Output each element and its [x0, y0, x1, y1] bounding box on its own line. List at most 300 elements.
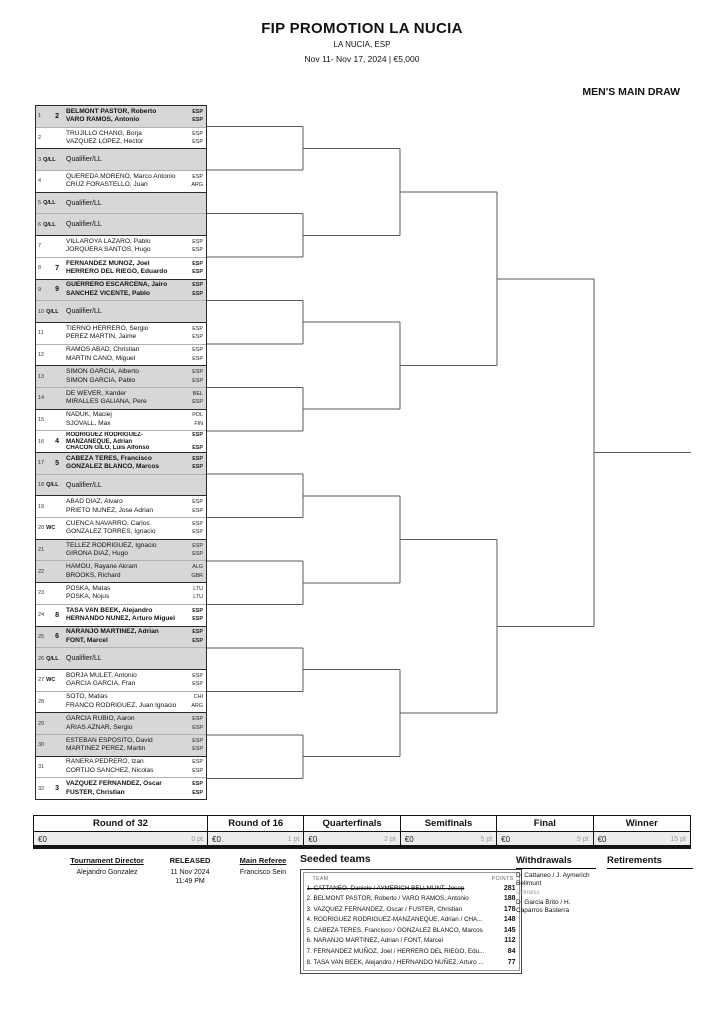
withdrawal-item	[516, 899, 596, 915]
player-country: ESP	[192, 108, 203, 115]
entry-names	[63, 778, 206, 799]
bracket-entry-row	[36, 214, 206, 236]
player-line	[66, 563, 206, 572]
player-line	[66, 789, 206, 798]
entry-label	[36, 301, 63, 322]
player-line	[66, 455, 206, 464]
player-line	[66, 116, 206, 125]
player-line	[66, 290, 206, 299]
player-country: CHI	[193, 694, 203, 701]
bracket-entry-row	[36, 106, 206, 128]
player-country: ESP	[192, 247, 203, 254]
withdrawal-reason: sickness	[516, 889, 540, 896]
entry-names	[63, 410, 206, 431]
entry-names	[63, 106, 206, 127]
entry-tag: Q/LL	[46, 655, 59, 662]
entry-names	[63, 149, 206, 170]
player-name: GONZALEZ TORRES, Ignacio	[66, 528, 156, 536]
round-points: 1 pt	[287, 835, 300, 843]
player-line	[66, 246, 206, 255]
player-country: ESP	[192, 290, 203, 297]
entry-position: 3	[38, 156, 42, 163]
player-country: ESP	[192, 464, 203, 471]
player-name: VARO RAMOS, Antonio	[66, 116, 140, 124]
entry-label	[36, 670, 63, 691]
player-country: ESP	[192, 737, 203, 744]
player-name: POSKA, Nojus	[66, 593, 110, 601]
seeded-team-name: 7. FERNANDEZ MUÑOZ, Joel / HERRERO DEL RIEGO, Edu...	[306, 948, 485, 956]
seeded-team-name: 5. CABEZA TERES, Francisco / GONZALEZ BLANCO, Marcos	[306, 926, 483, 934]
player-name: TELLEZ RODRIGUEZ, Ignacio	[66, 541, 157, 549]
player-name: MARTIN CANO, Miguel	[66, 354, 136, 362]
seeded-teams-rows	[307, 884, 516, 969]
bracket-entry-row	[36, 692, 206, 714]
player-name: RODRIGUEZ RODRIGUEZ-MANZANEQUE, Adrian	[66, 432, 143, 445]
entry-label	[36, 366, 63, 387]
player-country: ESP	[192, 355, 203, 362]
seeded-team-row	[307, 905, 516, 916]
player-line	[66, 758, 206, 767]
player-country: ARG	[191, 702, 203, 709]
round-column	[594, 816, 690, 846]
player-line	[66, 607, 206, 616]
entry-names	[63, 475, 206, 496]
entry-names	[63, 692, 206, 713]
seeded-team-name: 4. RODRIGUEZ RODRIGUEZ-MANZANEQUE, Adrian / CHA...	[306, 916, 483, 924]
withdrawals-title: Withdrawals	[516, 855, 596, 869]
player-line	[66, 390, 206, 399]
player-country: ESP	[192, 173, 203, 180]
player-line	[66, 238, 206, 247]
bracket-entry-row	[36, 410, 206, 432]
bracket-entry-row	[36, 757, 206, 779]
player-name: GARCIA RUBIO, Aaron	[66, 715, 135, 723]
entry-label	[36, 258, 63, 279]
entry-position: 32	[38, 785, 45, 792]
player-line	[66, 628, 206, 637]
bracket-entry-row	[36, 540, 206, 562]
player-name: SOTO, Matias	[66, 693, 108, 701]
entry-names	[63, 735, 206, 756]
round-points: 15 pt	[670, 835, 686, 843]
entry-label	[36, 778, 63, 799]
player-line	[66, 108, 206, 117]
entry-label	[36, 410, 63, 431]
player-line	[66, 745, 206, 754]
entry-label	[36, 561, 63, 582]
entry-label	[36, 171, 63, 192]
player-country: ESP	[192, 260, 203, 267]
player-name: RANERA PEDRERO, Izan	[66, 758, 144, 766]
entry-seed: 8	[55, 611, 59, 619]
player-country: ESP	[192, 325, 203, 332]
player-country: ESP	[192, 781, 203, 788]
player-line	[66, 520, 206, 529]
player-name: HAMOU, Rayane Akram	[66, 563, 138, 571]
round-prize: €0	[38, 834, 47, 844]
entry-label	[36, 735, 63, 756]
entry-label	[36, 627, 63, 648]
entry-label	[36, 106, 63, 127]
round-name: Round of 16	[208, 816, 303, 832]
player-country: ESP	[192, 117, 203, 124]
retirements-section	[607, 855, 693, 869]
entry-position: 23	[38, 590, 45, 597]
player-country: ESP	[192, 789, 203, 796]
entry-names	[63, 280, 206, 301]
entry-position: 14	[38, 395, 45, 402]
player-line	[66, 377, 206, 386]
entry-names	[63, 540, 206, 561]
player-country: ESP	[192, 130, 203, 137]
player-name: VAZQUEZ FERNANDEZ, Oscar	[66, 780, 162, 788]
entry-seed: 7	[55, 264, 59, 272]
round-prize-row	[304, 832, 399, 846]
entry-label	[36, 323, 63, 344]
withdrawals-list	[516, 872, 596, 915]
player-country: ESP	[192, 139, 203, 146]
entry-label	[36, 475, 63, 496]
player-line	[66, 737, 206, 746]
player-line	[66, 572, 206, 581]
player-country: ESP	[192, 551, 203, 558]
seeded-team-row	[307, 926, 516, 937]
withdrawal-team: D. Cattaneo / J. Aymerich Bellmunt	[516, 872, 590, 887]
entry-position: 20	[38, 525, 45, 532]
player-line	[66, 702, 206, 711]
entry-names	[63, 345, 206, 366]
entry-label	[36, 692, 63, 713]
main-referee-label: Main Referee	[239, 856, 287, 865]
player-country: ESP	[192, 432, 203, 439]
player-line	[66, 585, 206, 594]
entry-names	[63, 583, 206, 604]
player-name: NADUK, Maciej	[66, 411, 112, 419]
player-country: ESP	[192, 520, 203, 527]
player-name: ESTEBAN ESPOSITO, David	[66, 736, 153, 744]
player-country: ESP	[192, 399, 203, 406]
player-line	[66, 355, 206, 364]
player-country: ALG	[192, 564, 203, 571]
entry-position: 24	[38, 612, 45, 619]
bracket-entry-row	[36, 431, 206, 453]
player-name: CORTIJO SANCHEZ, Nicolas	[66, 766, 154, 774]
bracket-entry-row	[36, 475, 206, 497]
player-line	[66, 445, 206, 451]
round-name: Semifinals	[401, 816, 496, 832]
entry-names	[63, 453, 206, 474]
entry-names	[63, 605, 206, 626]
entry-position: 10	[38, 308, 45, 315]
player-line	[66, 281, 206, 290]
player-line	[66, 680, 206, 689]
player-country: ESP	[192, 455, 203, 462]
entry-position: 31	[38, 763, 45, 770]
withdrawal-team: D. Garcia Brito / H. Caparros Basterra	[516, 899, 571, 914]
entry-seed: 6	[55, 633, 59, 641]
main-referee-block	[233, 856, 293, 877]
player-name: BROOKS, Richard	[66, 571, 121, 579]
entry-names	[63, 193, 206, 214]
tournament-director-block	[57, 856, 157, 877]
entry-tag: Q/LL	[46, 482, 59, 489]
seeded-team-points: 112	[504, 937, 516, 945]
seeded-col-points: POINTS	[491, 875, 514, 882]
seeded-team-name: 3. VAZQUEZ FERNANDEZ, Oscar / FUSTER, Christian	[306, 905, 463, 913]
entry-position: 26	[38, 655, 45, 662]
round-prize: €0	[501, 834, 511, 844]
entry-names	[63, 627, 206, 648]
player-line	[66, 498, 206, 507]
entry-seed: 9	[55, 286, 59, 294]
withdrawal-item	[516, 872, 596, 896]
entry-names	[63, 236, 206, 257]
entry-label	[36, 214, 63, 235]
player-country: ESP	[192, 767, 203, 774]
round-name: Winner	[594, 816, 690, 832]
seeded-team-points: 281	[503, 884, 516, 892]
entry-position: 7	[38, 243, 42, 250]
entry-names	[63, 648, 206, 669]
player-name: SIMON GARCIA, Alberto	[66, 368, 139, 376]
bracket-entry-row	[36, 149, 206, 171]
player-country: ESP	[192, 716, 203, 723]
player-country: ESP	[192, 746, 203, 753]
entry-position: 18	[38, 482, 45, 489]
player-country: ESP	[192, 369, 203, 376]
entry-label	[36, 757, 63, 778]
entry-position: 4	[38, 178, 42, 185]
player-line	[66, 767, 206, 776]
bracket-entry-row	[36, 193, 206, 215]
seeded-team-points: 84	[507, 948, 516, 956]
withdrawals-section	[516, 855, 596, 915]
seeded-team-points: 178	[503, 905, 516, 913]
player-name: GIRONA DIAZ, Hugo	[66, 550, 128, 558]
entry-names	[63, 128, 206, 149]
player-line	[66, 463, 206, 472]
entry-position: 1	[38, 113, 42, 120]
bracket-entry-row	[36, 583, 206, 605]
entry-label	[36, 648, 63, 669]
player-line	[66, 260, 206, 269]
round-column	[304, 816, 400, 846]
player-country: LTU	[193, 594, 203, 601]
entry-position: 21	[38, 547, 45, 554]
entry-position: 30	[38, 742, 45, 749]
entry-names	[63, 388, 206, 409]
entry-names	[63, 713, 206, 734]
round-points: 0 pt	[191, 835, 203, 843]
player-line	[66, 593, 206, 602]
player-country: ESP	[192, 542, 203, 549]
seeded-teams-table	[300, 869, 522, 974]
entry-names	[63, 301, 206, 322]
seeded-teams-header	[307, 874, 516, 884]
entry-label	[36, 280, 63, 301]
player-country: FIN	[194, 420, 203, 427]
entry-label	[36, 453, 63, 474]
bracket-entry-row	[36, 453, 206, 475]
player-name: CABEZA TERES, Francisco	[66, 454, 152, 462]
entry-names	[63, 258, 206, 279]
released-time: 11:49 PM	[175, 877, 205, 885]
seeded-team-row	[307, 936, 516, 947]
bracket-entry-row	[36, 301, 206, 323]
seeded-team-row	[307, 884, 516, 895]
entry-position: 29	[38, 720, 45, 727]
round-points: 5 pt	[480, 835, 493, 843]
qualifier-text: Qualifier/LL	[66, 221, 102, 229]
bracket-entry-row	[36, 627, 206, 649]
player-name: TASA VAN BEEK, Alejandro	[66, 606, 153, 614]
tournament-location: LA NUCIA, ESP	[333, 40, 391, 49]
player-country: ESP	[192, 334, 203, 341]
player-name: CRUZ FORASTELLO, Juan	[66, 181, 148, 189]
player-line	[66, 637, 206, 646]
player-line	[66, 130, 206, 139]
player-name: QUEREDA MORENO, Marco Antonio	[66, 172, 176, 180]
player-country: ESP	[192, 672, 203, 679]
player-line	[66, 528, 206, 537]
player-name: TIERNO HERRERO, Sergio	[66, 324, 149, 332]
entry-position: 8	[38, 265, 42, 272]
round-prize-row	[208, 832, 303, 846]
entry-label	[36, 583, 63, 604]
round-prize-row	[401, 832, 496, 846]
player-name: FUSTER, Christian	[66, 788, 125, 796]
entry-position: 6	[38, 221, 42, 228]
player-country: ESP	[192, 269, 203, 276]
player-country: ESP	[192, 507, 203, 514]
player-name: FRANCO RODRIGUEZ, Juan Ignacio	[66, 701, 177, 709]
player-country: ESP	[192, 499, 203, 506]
entry-position: 12	[38, 351, 45, 358]
entry-seed: 3	[55, 785, 59, 793]
player-name: MARTINEZ PEREZ, Martin	[66, 745, 146, 753]
bracket-entry-row	[36, 561, 206, 583]
bracket-entry-row	[36, 648, 206, 670]
footer-divider-bar	[33, 845, 691, 849]
player-country: LTU	[193, 585, 203, 592]
player-country: ESP	[192, 616, 203, 623]
player-line	[66, 615, 206, 624]
seeded-team-points: 77	[507, 958, 516, 966]
bracket-entry-row	[36, 258, 206, 280]
player-line	[66, 542, 206, 551]
player-line	[66, 268, 206, 277]
player-line	[66, 550, 206, 559]
seeded-teams-title: Seeded teams	[300, 853, 371, 865]
player-name: ABAD DIAZ, Alvaro	[66, 498, 123, 506]
seeded-team-row	[307, 947, 516, 958]
seeded-teams-section	[300, 853, 522, 974]
player-name: SJOVALL, Max	[66, 419, 111, 427]
player-name: SANCHEZ VICENTE, Pablo	[66, 289, 150, 297]
bracket-entry-row	[36, 778, 206, 799]
round-name: Round of 32	[34, 816, 207, 832]
player-line	[66, 346, 206, 355]
entry-position: 15	[38, 416, 45, 423]
qualifier-text: Qualifier/LL	[66, 481, 102, 489]
round-prize: €0	[212, 834, 221, 844]
draw-title: MEN'S MAIN DRAW	[582, 86, 680, 98]
qualifier-text: Qualifier/LL	[66, 156, 102, 164]
player-name: VAZQUEZ LOPEZ, Hector	[66, 138, 144, 146]
player-name: JORQUERA SANTOS, Hugo	[66, 246, 151, 254]
seeded-team-name: 2. BELMONT PASTOR, Roberto / VARO RAMOS, Antonio	[306, 895, 469, 903]
entry-label	[36, 236, 63, 257]
seeded-col-team: TEAM	[312, 875, 329, 882]
entry-tag: WC	[46, 677, 56, 684]
bracket-entry-row	[36, 323, 206, 345]
entry-position: 22	[38, 568, 45, 575]
player-line	[66, 333, 206, 342]
tournament-director-label: Tournament Director	[70, 856, 144, 865]
qualifier-text: Qualifier/LL	[66, 308, 102, 316]
player-country: ESP	[192, 607, 203, 614]
entry-label	[36, 496, 63, 517]
player-country: GBR	[191, 572, 203, 579]
entry-seed: 4	[55, 438, 59, 446]
entry-position: 19	[38, 503, 45, 510]
entry-names	[63, 670, 206, 691]
qualifier-text: Qualifier/LL	[66, 655, 102, 663]
entry-position: 28	[38, 698, 45, 705]
player-line	[66, 507, 206, 516]
bracket-entry-row	[36, 280, 206, 302]
player-line	[66, 420, 206, 429]
seeded-team-row	[307, 958, 516, 969]
player-line	[66, 173, 206, 182]
entry-tag: Q/LL	[43, 221, 56, 228]
entry-names	[63, 496, 206, 517]
player-country: ESP	[192, 282, 203, 289]
entry-position: 27	[38, 677, 45, 684]
player-name: CUENCA NAVARRO, Carlos	[66, 519, 150, 527]
player-line	[66, 780, 206, 789]
entry-names	[63, 561, 206, 582]
seeded-team-points: 145	[503, 926, 516, 934]
player-name: DE WEVER, Xander	[66, 389, 127, 397]
tournament-director-name: Alejandro Gonzalez	[76, 868, 138, 876]
round-prize: €0	[308, 834, 318, 844]
entry-names	[63, 518, 206, 539]
entry-label	[36, 713, 63, 734]
bracket-entry-row	[36, 735, 206, 757]
entry-tag: WC	[46, 525, 56, 532]
player-name: PRIETO NUÑEZ, Jose Adrian	[66, 506, 154, 514]
player-name: PÉREZ MARTÍN, Jaime	[66, 333, 137, 341]
round-column	[497, 816, 593, 846]
released-date: 11 Nov 2024	[170, 868, 210, 876]
entry-label	[36, 431, 63, 452]
entry-position: 5	[38, 200, 42, 207]
bracket-entry-row	[36, 605, 206, 627]
entry-position: 25	[38, 633, 45, 640]
player-country: ESP	[192, 444, 203, 451]
round-prize-row	[594, 832, 690, 846]
player-name: TRUJILLO CHANG, Borja	[66, 129, 142, 137]
player-name: VILLAROYA LAZARO, Pablo	[66, 237, 151, 245]
entry-label	[36, 518, 63, 539]
entry-label	[36, 388, 63, 409]
entry-position: 17	[38, 460, 45, 467]
bracket-entry-row	[36, 670, 206, 692]
player-line	[66, 138, 206, 147]
player-line	[66, 715, 206, 724]
player-name: HERRERO DEL RIEGO, Eduardo	[66, 268, 168, 276]
